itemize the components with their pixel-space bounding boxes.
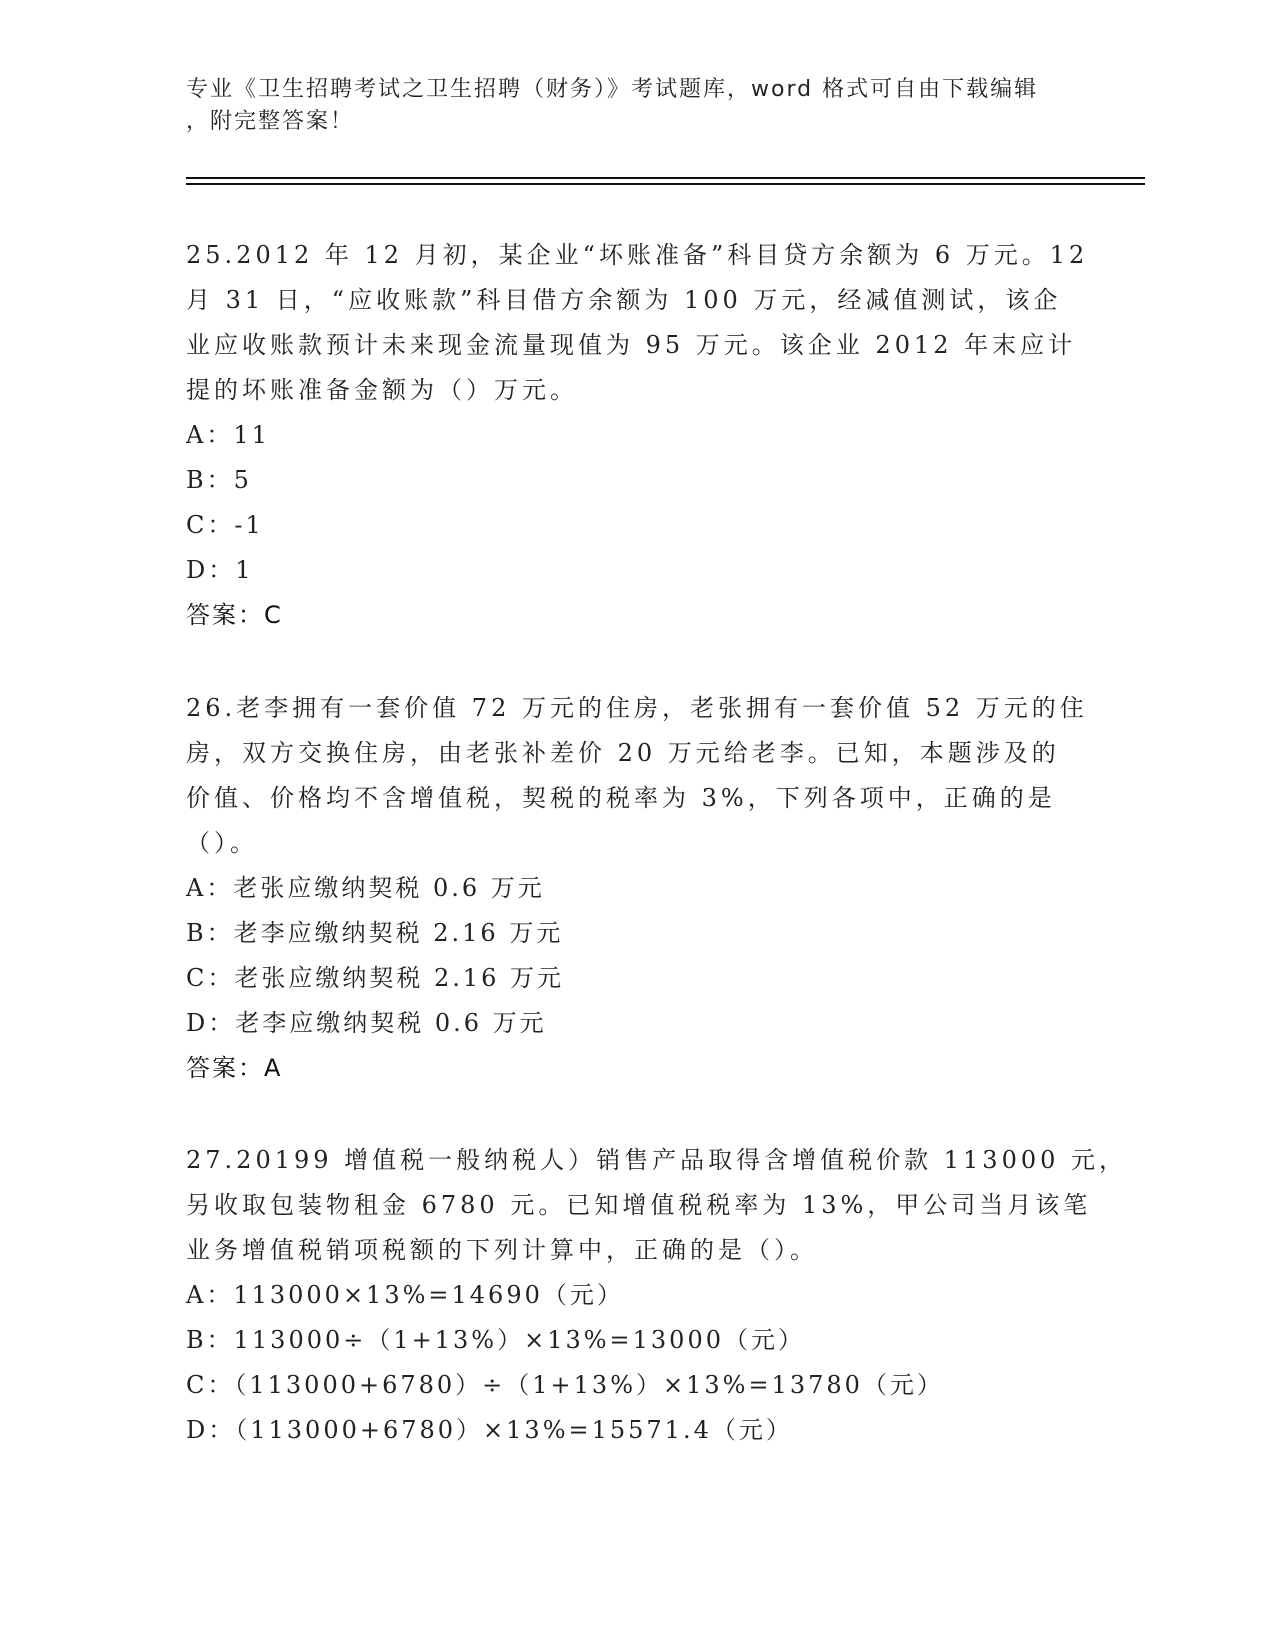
option-a: A：老张应缴纳契税 0.6 万元 bbox=[186, 874, 545, 902]
question-stem-line: 27.20199 增值税一般纳税人）销售产品取得含增值税价款 113000 元， bbox=[186, 1146, 1128, 1174]
question-stem-line: 房，双方交换住房，由老张补差价 20 万元给老李。已知，本题涉及的 bbox=[186, 739, 1060, 767]
option-a: A：11 bbox=[186, 421, 270, 449]
answer-label: 答案：C bbox=[186, 601, 283, 629]
header-line: 专业《卫生招聘考试之卫生招聘（财务）》考试题库，word 格式可自由下载编辑 bbox=[186, 77, 1039, 102]
option-b: B：5 bbox=[186, 466, 252, 494]
question-stem-line: 提的坏账准备金额为（）万元。 bbox=[186, 376, 578, 404]
question-stem-line: 业务增值税销项税额的下列计算中，正确的是（）。 bbox=[186, 1236, 818, 1264]
option-b: B：老李应缴纳契税 2.16 万元 bbox=[186, 919, 564, 947]
question-stem-line: 25.2012 年 12 月初，某企业“坏账准备”科目贷方余额为 6 万元。12 bbox=[186, 241, 1089, 269]
question-26 bbox=[186, 686, 1086, 1091]
option-d: D：1 bbox=[186, 556, 254, 584]
question-stem-line: 26.老李拥有一套价值 72 万元的住房，老张拥有一套价值 52 万元的住 bbox=[186, 694, 1088, 722]
option-b: B：113000÷（1+13%）×13%=13000（元） bbox=[186, 1326, 805, 1354]
question-stem-line: 价值、价格均不含增值税，契税的税率为 3%，下列各项中，正确的是 bbox=[186, 784, 1056, 812]
option-d: D：老李应缴纳契税 0.6 万元 bbox=[186, 1009, 547, 1037]
header-divider-top bbox=[186, 177, 1145, 179]
answer-label: 答案：A bbox=[186, 1054, 283, 1082]
question-stem-line: 月 31 日，“应收账款”科目借方余额为 100 万元，经减值测试，该企 bbox=[186, 286, 1062, 314]
question-stem-line: （）。 bbox=[186, 829, 258, 857]
document-header bbox=[186, 74, 1066, 138]
header-divider-bottom bbox=[186, 183, 1145, 185]
question-27 bbox=[186, 1138, 1128, 1453]
option-a: A：113000×13%=14690（元） bbox=[186, 1281, 624, 1309]
question-stem-line: 另收取包装物租金 6780 元。已知增值税税率为 13%，甲公司当月该笔 bbox=[186, 1191, 1092, 1219]
option-c: C：（113000+6780）÷（1+13%）×13%=13780（元） bbox=[186, 1371, 944, 1399]
option-d: D：（113000+6780）×13%=15571.4（元） bbox=[186, 1416, 793, 1444]
question-25 bbox=[186, 233, 1089, 638]
header-line: ，附完整答案！ bbox=[186, 109, 355, 134]
option-c: C：老张应缴纳契税 2.16 万元 bbox=[186, 964, 565, 992]
question-stem-line: 业应收账款预计未来现金流量现值为 95 万元。该企业 2012 年末应计 bbox=[186, 331, 1077, 359]
option-c: C：-1 bbox=[186, 511, 264, 539]
